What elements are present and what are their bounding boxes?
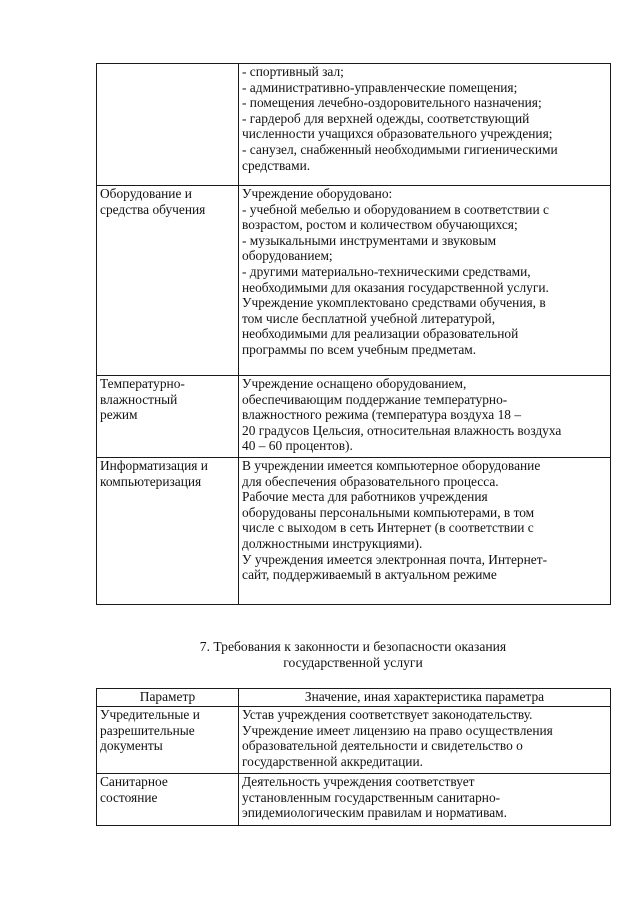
value-line: Учреждение имеет лицензию на право осуществления bbox=[242, 722, 553, 738]
value-cell bbox=[239, 774, 611, 826]
param-cell bbox=[97, 376, 239, 458]
value-line: - учебной мебелью и оборудованием в соответствии с bbox=[242, 201, 549, 217]
value-line: программы по всем учебным предметам. bbox=[242, 341, 477, 357]
value-line: государственной аккредитации. bbox=[242, 753, 423, 769]
value-line: В учреждении имеется компьютерное оборудование bbox=[242, 458, 541, 473]
value-line: У учреждения имеется электронная почта, Интернет- bbox=[242, 551, 548, 567]
value-line: для обеспечения образовательного процесса. bbox=[242, 473, 499, 489]
value-line: оборудованы персональными компьютерами, в том bbox=[242, 504, 535, 520]
param-line: влажностный bbox=[100, 391, 178, 407]
param-cell bbox=[97, 774, 239, 826]
value-line: числе с выходом в сеть Интернет (в соответствии с bbox=[242, 520, 534, 536]
value-line: влажностного режима (температура воздуха 18 – bbox=[242, 407, 522, 423]
param-line: состояние bbox=[100, 789, 158, 805]
value-cell bbox=[239, 707, 611, 774]
param-line: Санитарное bbox=[100, 774, 168, 789]
requirements-table-top bbox=[96, 63, 611, 605]
section-heading bbox=[96, 639, 610, 671]
param-cell bbox=[97, 458, 239, 605]
param-cell bbox=[97, 707, 239, 774]
value-line: установленным государственным санитарно- bbox=[242, 789, 501, 805]
value-cell bbox=[239, 376, 611, 458]
param-cell bbox=[97, 64, 239, 186]
table-header-row bbox=[97, 689, 611, 707]
param-line: Температурно- bbox=[100, 376, 185, 391]
value-line: необходимыми для оказания государственной услуги. bbox=[242, 279, 549, 295]
value-line: 40 – 60 процентов). bbox=[242, 438, 353, 454]
column-header-param: Параметр bbox=[97, 689, 239, 707]
section-heading-line: 7. Требования к законности и безопасности оказания bbox=[199, 639, 507, 654]
value-line: сайт, поддерживаемый в актуальном режиме bbox=[242, 567, 497, 583]
value-line: обеспечивающим поддержание температурно- bbox=[242, 391, 508, 407]
value-line: - помещения лечебно-оздоровительного назначения; bbox=[242, 95, 542, 111]
param-line: Информатизация и bbox=[100, 458, 208, 473]
param-cell bbox=[97, 186, 239, 376]
value-cell bbox=[239, 186, 611, 376]
param-line: разрешительные bbox=[100, 722, 195, 738]
column-header-value: Значение, иная характеристика параметра bbox=[239, 689, 611, 707]
value-line: - другими материально-техническими средствами, bbox=[242, 263, 531, 279]
value-line: - санузел, снабженный необходимыми гигиеническими bbox=[242, 141, 558, 157]
param-line: Оборудование и bbox=[100, 186, 192, 201]
value-line: средствами. bbox=[242, 157, 311, 173]
value-line: Деятельность учреждения соответствует bbox=[242, 774, 475, 789]
value-line: - административно-управленческие помещения; bbox=[242, 79, 518, 95]
table-row-continuation bbox=[97, 64, 611, 186]
value-line: Устав учреждения соответствует законодательству. bbox=[242, 707, 533, 722]
value-line: образовательной деятельности и свидетельство о bbox=[242, 738, 523, 754]
value-line: оборудованием; bbox=[242, 248, 333, 264]
table-row-equipment bbox=[97, 186, 611, 376]
value-line: Рабочие места для работников учреждения bbox=[242, 489, 488, 505]
value-line: эпидемиологическим правилам и нормативам. bbox=[242, 805, 507, 821]
value-cell bbox=[239, 64, 611, 186]
legality-safety-table bbox=[96, 688, 611, 826]
value-line: необходимыми для реализации образовательной bbox=[242, 326, 519, 342]
param-line: режим bbox=[100, 407, 138, 423]
value-line: 20 градусов Цельсия, относительная влажность воздуха bbox=[242, 422, 562, 438]
value-line: численности учащихся образовательного учреждения; bbox=[242, 126, 553, 142]
table-row-informatization bbox=[97, 458, 611, 605]
value-cell bbox=[239, 458, 611, 605]
value-line: - спортивный зал; bbox=[242, 64, 344, 79]
table-row-documents bbox=[97, 707, 611, 774]
value-line: возрастом, ростом и количеством обучающихся; bbox=[242, 217, 518, 233]
param-line: компьютеризация bbox=[100, 473, 202, 489]
param-line: средства обучения bbox=[100, 201, 206, 217]
value-line: должностными инструкциями). bbox=[242, 535, 423, 551]
table-row-sanitary bbox=[97, 774, 611, 826]
value-line: - гардероб для верхней одежды, соответствующий bbox=[242, 110, 530, 126]
param-line: документы bbox=[100, 738, 163, 754]
section-heading-line: государственной услуги bbox=[283, 655, 423, 670]
table-row-temperature bbox=[97, 376, 611, 458]
value-line: - музыкальными инструментами и звуковым bbox=[242, 232, 497, 248]
value-line: Учреждение оборудовано: bbox=[242, 186, 393, 201]
value-line: Учреждение оснащено оборудованием, bbox=[242, 376, 467, 391]
value-line: Учреждение укомплектовано средствами обучения, в bbox=[242, 295, 546, 311]
value-line: том числе бесплатной учебной литературой, bbox=[242, 310, 496, 326]
param-line: Учредительные и bbox=[100, 707, 200, 722]
